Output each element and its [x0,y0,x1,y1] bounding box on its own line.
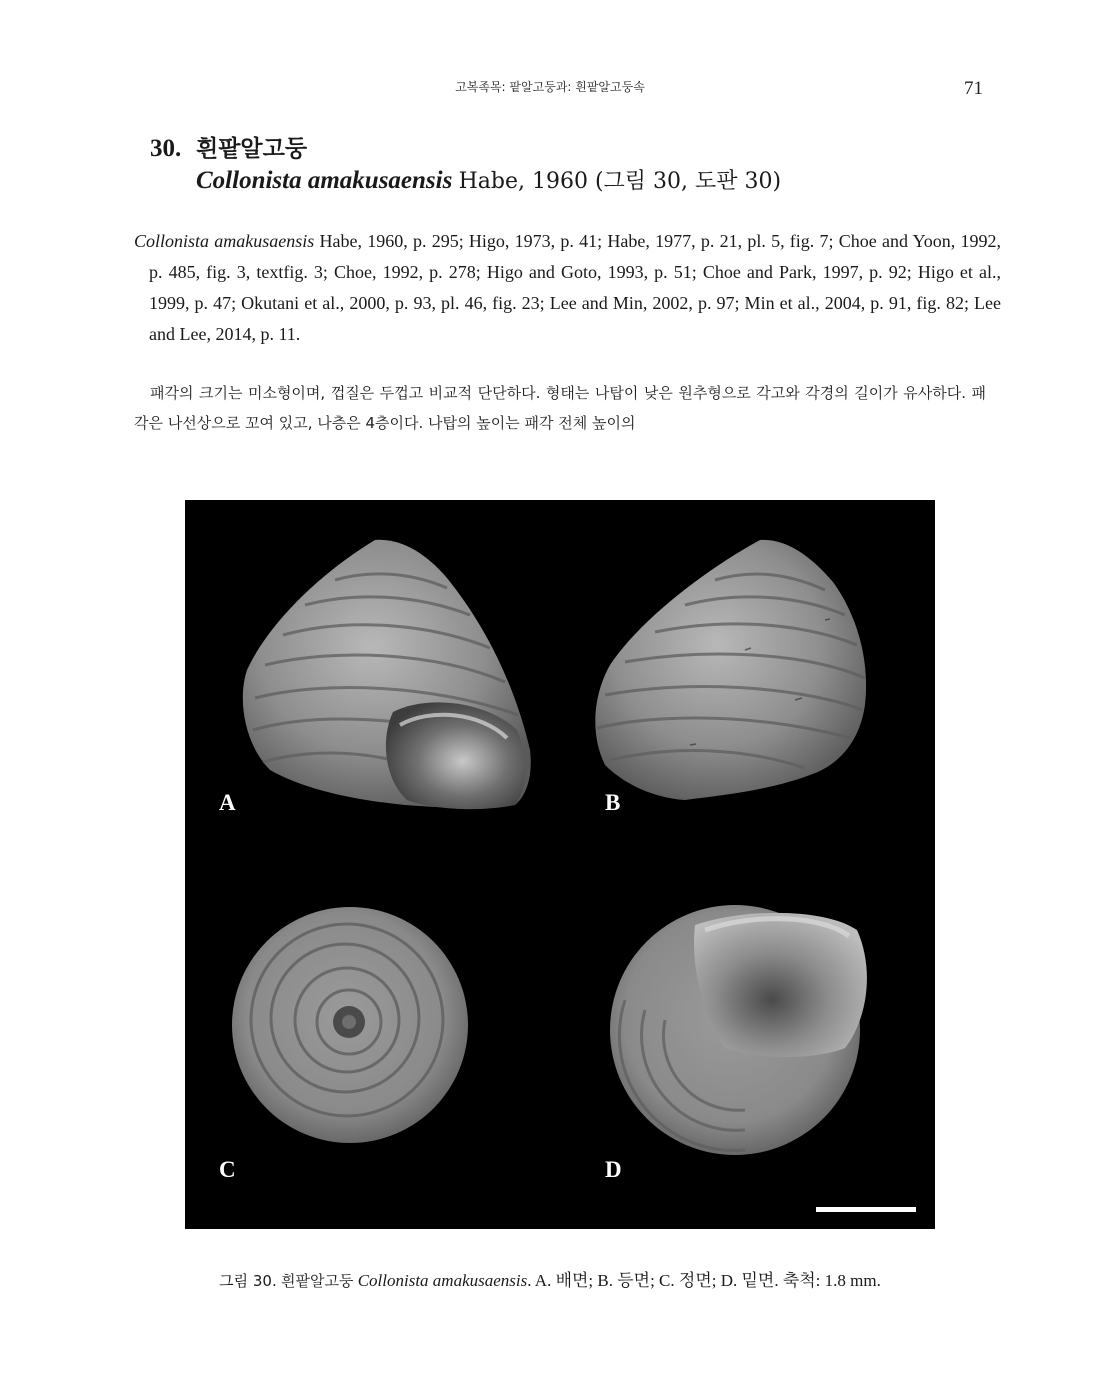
synonymy-references: Habe, 1960, p. 295; Higo, 1973, p. 41; Habe, 1977, p. 21, pl. 5, fig. 7; Choe and Yoon, 1992, p. 485, fig. 3, textfig. 3; Choe, 1992, p. 278; Higo and Goto, 1993, p. 51; Choe and Park, 1997, p. 92; Higo et al., 1999, p. 47; Okutani et al., 2000, p. 93, pl. 46, fig. 23; Lee and Min, 2002, p. 97; Min et al., 2004, p. 91, fig. 82; Lee and Lee, 2014, p. 11. [149,231,1002,344]
synonymy-taxon: Collonista amakusaensis [134,231,315,251]
page-number: 71 [964,78,983,99]
panel-label-b: B [605,790,621,815]
shell-photo-d [610,905,867,1155]
description-paragraph: 패각의 크기는 미소형이며, 껍질은 두껍고 비교적 단단하다. 형태는 나탑이 낮은 원추형으로 각고와 각경의 길이가 유사하다. 패각은 나선상으로 꼬여 있고, 나층은 4층이다. 나탑의 높이는 패각 전체 높이의 [134,384,986,432]
shell-photo-c [232,907,468,1143]
figure-caption [0,1266,1100,1291]
species-number: 30. [150,135,182,162]
panel-label-c: C [219,1157,236,1182]
synonymy-paragraph [134,226,1001,350]
caption-korean-name: 흰팥알고둥 [281,1272,354,1290]
species-heading [150,133,781,198]
species-korean-name: 흰팥알고둥 [196,135,308,162]
caption-legend: . A. 배면; B. 등면; C. 정면; D. 밑면. 축척: 1.8 mm. [527,1271,881,1290]
running-head: 고복족목: 팥알고둥과: 흰팥알고둥속 [455,80,645,94]
species-authority: Habe, 1960 (그림 30, 도판 30) [458,169,782,194]
panel-label-d: D [605,1157,622,1182]
shell-photographs [185,500,935,1229]
shell-photo-a [243,540,531,809]
species-scientific-name: Collonista amakusaensis [196,167,453,194]
caption-scientific-name: Collonista amakusaensis [357,1271,528,1290]
shell-photo-b [595,540,866,800]
caption-label: 그림 30. [219,1272,277,1290]
scale-bar [816,1207,916,1212]
figure-plate [185,500,935,1229]
panel-label-a: A [219,790,236,815]
